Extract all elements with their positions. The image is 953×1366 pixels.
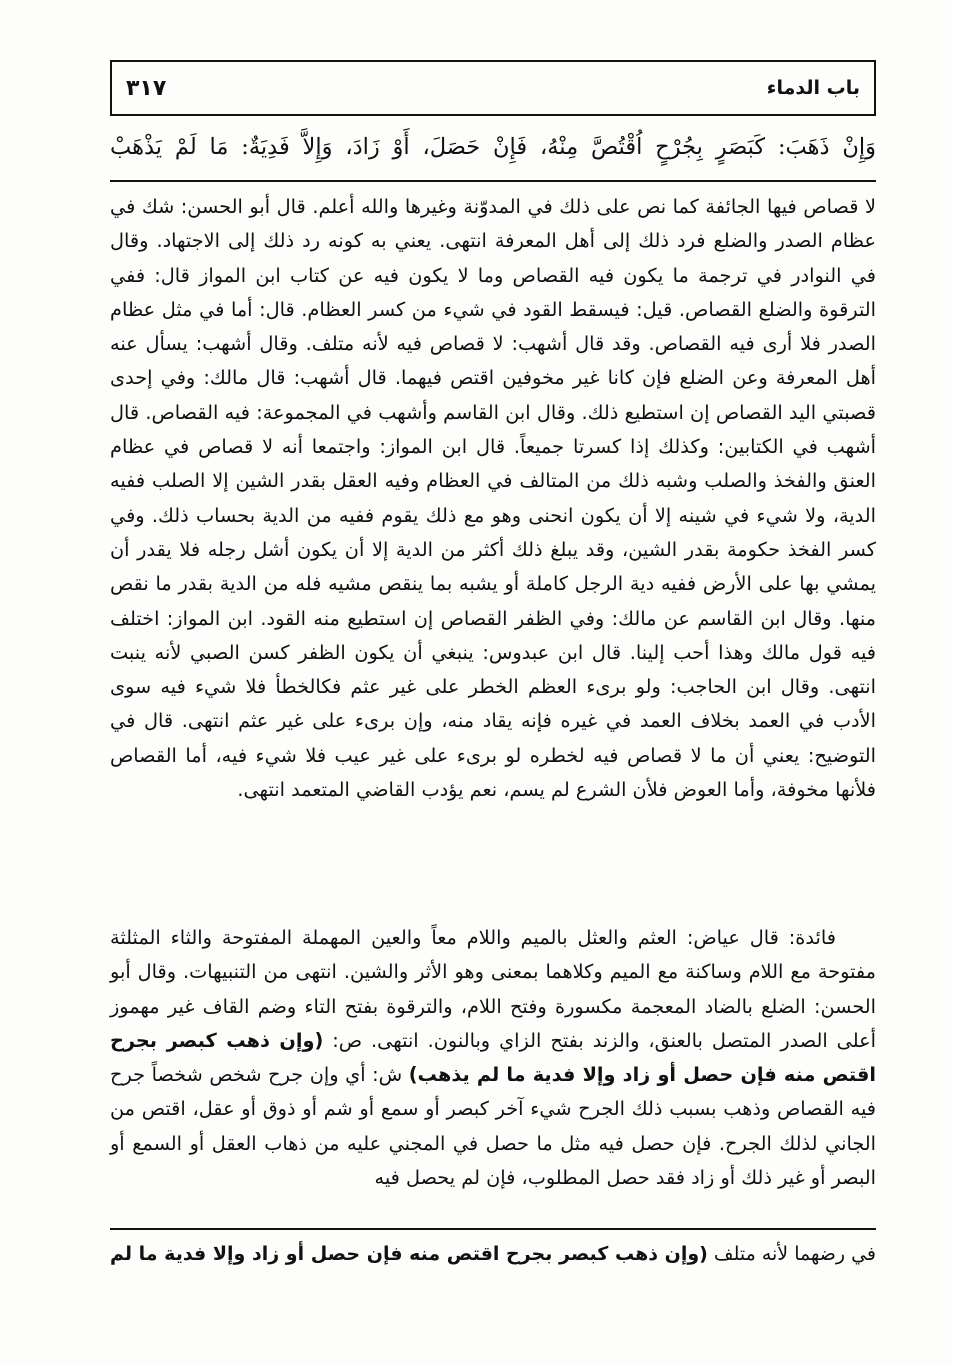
page-number: ٣١٧ xyxy=(126,75,167,101)
chapter-title: باب الدماء xyxy=(766,77,860,99)
quoted-matn-bold: (وإن ذهب كبصر بجرح اقتص منه فإن حصل أو زاد وإلا فدية ما لم يذهب) xyxy=(110,1028,876,1087)
matn-line: وَإِنْ ذَهَبَ: كَبَصَرٍ بِجُرْحٍ اُقْتُصَّ مِنْهُ، فَإِنْ حَصَلَ، أَوْ زَادَ، وَإِلاَّ فَدِيَةٌ: مَا لَمْ يَذْهَبْ xyxy=(110,134,876,160)
footer-note xyxy=(110,1237,876,1271)
footer-text: في رضهما لأنه متلف xyxy=(707,1243,876,1265)
commentary-text: ش: أي وإن جرح شخص شخصاً جرح فيه القصاص وذهب بسبب ذلك الجرح شيء آخر كبصر أو سمع أو شم أو ذوق أو عقل، اقتص من الجاني لذلك الجرح. فإن حصل فيه مثل ما حصل في المجني عليه من ذهاب العقل أو السمع أو البصر أو غير ذلك أو زاد فقد حصل المطلوب، فإن لم يحصل فيه xyxy=(110,1063,876,1190)
commentary-paragraph: لا قصاص فيها الجائفة كما نص على ذلك في المدوّنة وغيرها والله أعلم. قال أبو الحسن: شك في عظام الصدر والضلع فرد ذلك إلى أهل المعرفة انتهى. يعني به كونه رد ذلك إلى الاجتهاد. وقال في النوادر في ترجمة ما يكون فيه القصاص وما لا يكون فيه عن كتاب ابن المواز قال: ففي الترقوة والضلع القصاص. قيل: فيسقط القود في شيء من كسر العظام. قال: أما في مثل عظام الصدر فلا أرى فيه القصاص. وقد قال أشهب: لا قصاص فيه لأنه متلف. وقال أشهب: يسأل عنه أهل المعرفة وعن الضلع فإن كانا غير مخوفين اقتص فيهما. قال أشهب: قال مالك: وفي إحدى قصبتي اليد القصاص إن استطيع ذلك. وقال ابن القاسم وأشهب في المجموعة: فيه القصاص. قال أشهب في الكتابين: وكذلك إذا كسرتا جميعاً. قال ابن المواز: واجتمعا أنه لا قصاص في عظام العنق والفخذ والصلب وشبه ذلك من المتالف في العظام وفيه العقل بقدر الشين إلا الصلب ففيه الدية، ولا شيء في شينه إلا أن يكون انحنى وهو مع ذلك يقوم ففيه من الدية بحساب ذلك. وفي كسر الفخذ حكومة بقدر الشين، وقد يبلغ ذلك أكثر من الدية إلا أن يكون أشل رجله فلا يقدر أن يمشي بها على الأرض ففيه دية الرجل كاملة أو يشبه بما ينقص مشيه فله من الدية بقدر ما نقص منها. وقال ابن القاسم عن مالك: وفي الظفر القصاص إن استطيع منه القود. ابن المواز: اختلف فيه قول مالك وهذا أحب إلينا. قال ابن عبدوس: ينبغي أن يكون الظفر كسن الصبي لأنه ينبت انتهى. وقال ابن الحاجب: ولو برىء العظم الخطر على غير عثم فكالخطأ فلا شيء فيه سوى الأدب في العمد بخلاف العمد في غيره فإنه يقاد منه، وإن برىء على غير عثم انتهى. قال في التوضيح: يعني أن ما لا قصاص فيه لخطره لو برىء على غير عيب فلا شيء فيه، أما القصاص فلأنها مخوفة، وأما العوض فلأن الشرع لم يسم، نعم يؤدب القاضي المتعمد انتهى. xyxy=(110,195,876,802)
footnote-divider xyxy=(110,1228,876,1230)
commentary-paragraph-2 xyxy=(110,921,876,1195)
divider-line xyxy=(110,180,876,182)
footer-quoted-bold: (وإن ذهب كبصر بجرح اقتص منه فإن حصل أو زاد وإلا فدية ما لم xyxy=(110,1243,708,1265)
running-header xyxy=(110,60,876,116)
commentary-text: فائدة: قال عياض: العثم والعثل بالميم واللام معاً والعين المهملة المفتوحة والثاء المثلثة مفتوحة مع اللام وساكنة مع الميم وكلاهما بمعنى وهو الأثر والشين. انتهى من التنبيهات. وقال أبو الحسن: الضلع بالضاد المعجمة مكسورة وفتح اللام، والترقوة بفتح التاء وضم القاف غير مهموز أعلى الصدر المتصل بالعنق، والزند بفتح الزاي وبالنون. انتهى. ص: xyxy=(110,926,877,1052)
